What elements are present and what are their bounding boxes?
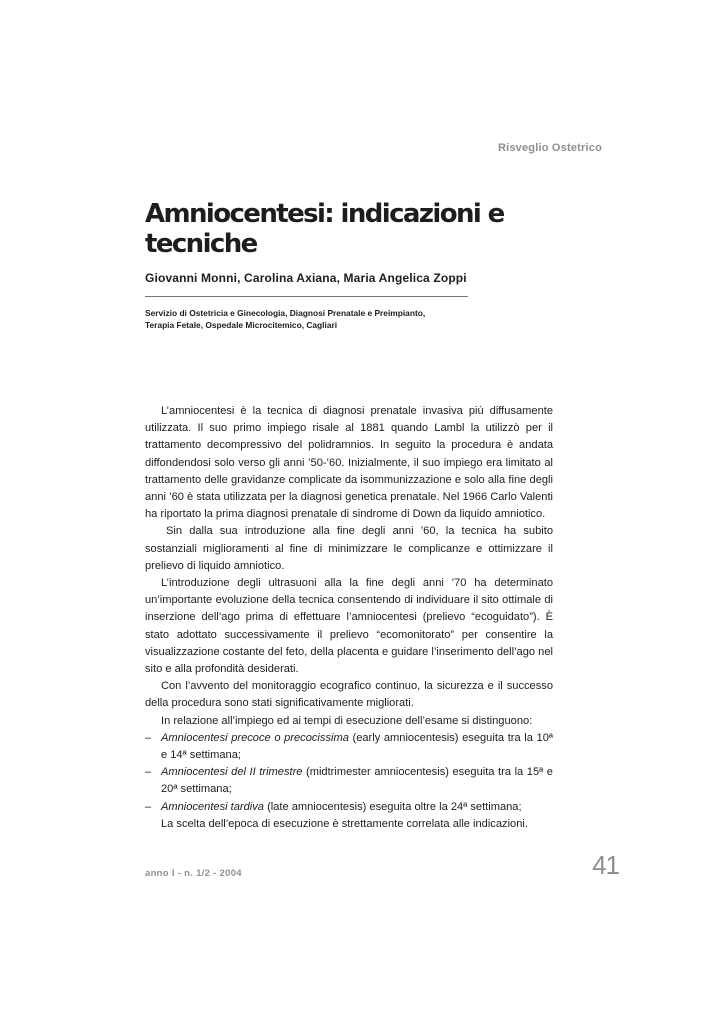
list-item-term: Amniocentesi del II trimestre	[161, 766, 303, 779]
body-paragraph: L’introduzione degli ultrasuoni alla la fine degli anni ’70 ha determinato un’importante evoluzione della tecnica consentendo di individuare il sito ottimale di inserzione dell’ago prima di effettuare l’amniocentesi (prelievo “ecoguidato”). È stato adottato successivamente il prelievo “ecomonitorato” per consentire la visualizzazione costante del feto, della placenta e guidare l’inserimento dell’ago nel sito e alla profondità desiderati.	[145, 577, 553, 676]
list-item-text	[161, 730, 553, 764]
body-paragraph: Sin dalla sua introduzione alla fine degli anni ’60, la tecnica ha subito sostanziali miglioramenti al fine di minimizzare le complicanze e ottimizzare il prelievo di liquido amniotico.	[145, 525, 553, 572]
body-paragraph: Con l’avvento del monitoraggio ecografico continuo, la sicurezza e il successo della procedura sono stati significativamente migliorati.	[145, 680, 553, 710]
body-paragraph: In relazione all’impiego ed ai tempi di esecuzione dell’esame si distinguono:	[161, 714, 533, 727]
affiliation-line: Terapia Fetale, Ospedale Microcitemico, Cagliari	[145, 320, 338, 330]
page-number: 41	[592, 850, 619, 880]
list-item-detail: (late amniocentesis) eseguita oltre la 24ª settimana;	[263, 800, 522, 813]
article-authors: Giovanni Monni, Carolina Axiana, Maria Angelica Zoppi	[145, 271, 467, 285]
list-item-term: Amniocentesi tardiva	[161, 800, 264, 813]
article-title: Amniocentesi: indicazioni e tecniche	[145, 199, 504, 259]
list-item	[145, 730, 553, 764]
running-header: Risveglio Ostetrico	[497, 142, 602, 154]
list-item-detail: (midtrimester amniocentesis) eseguita tra la 15ª e 20ª settimana;	[161, 766, 553, 796]
author-affiliation	[145, 307, 485, 331]
affiliation-line: Servizio di Ostetricia e Ginecologia, Diagnosi Prenatale e Preimpianto,	[145, 308, 426, 318]
list-item-text	[161, 799, 553, 816]
list-item	[145, 799, 553, 816]
issue-info: anno I - n. 1/2 - 2004	[145, 868, 242, 879]
list-dash: –	[145, 800, 152, 813]
list-dash: –	[145, 766, 152, 779]
list-item	[145, 764, 553, 798]
article-body	[145, 403, 553, 833]
list-dash: –	[145, 731, 152, 744]
list-item-text	[161, 764, 553, 798]
author-divider	[145, 296, 468, 297]
list-item-detail: (early amniocentesis) eseguita tra la 10ª e 14ª settimana;	[161, 731, 553, 762]
body-paragraph: La scelta dell’epoca di esecuzione è strettamente correlata alle indicazioni.	[161, 817, 528, 830]
list-item-term: Amniocentesi precoce o precocissima	[161, 731, 349, 744]
body-paragraph: L’amniocentesi è la tecnica di diagnosi prenatale invasiva più diffusamente utilizzata. Il suo primo impiego risale al 1881 quando Lambl la utilizzò per il trattamento decompressivo del polidramnios. In seguito la procedura è andata diffondendosi solo verso gli anni ’50-’60. Inizialmente, il suo impiego era limitato al trattamento delle gravidanze complicate da isommunizzazione e solo alla fine degli anni ’60 è stata utilizzata per la diagnosi genetica prenatale. Nel 1966 Carlo Valenti ha riportato la prima diagnosi prenatale di sindrome di Down da liquido amniotico.	[145, 405, 553, 521]
